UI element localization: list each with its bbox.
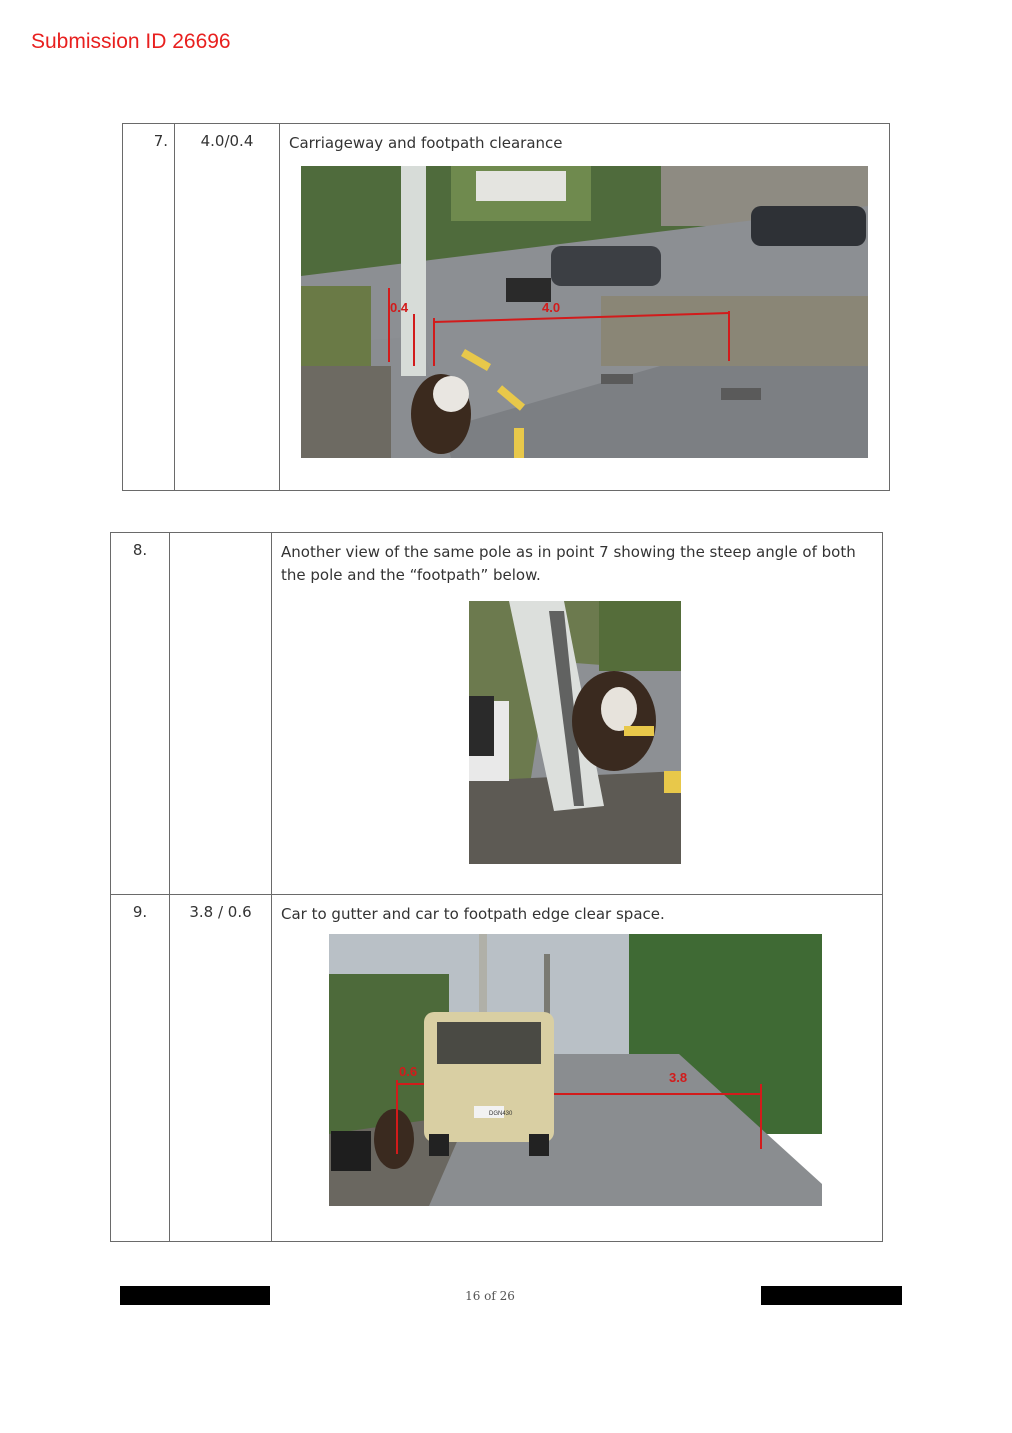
redaction-right <box>761 1286 902 1305</box>
photo-carriageway-clearance <box>301 166 868 458</box>
row-number: 7. <box>123 124 175 491</box>
row-description: Car to gutter and car to footpath edge clear space. <box>281 905 665 923</box>
redaction-left <box>120 1286 270 1305</box>
photo-label-1: 4.0 <box>542 300 561 315</box>
table-rows-8-9 <box>110 532 883 1242</box>
row-value: 4.0/0.4 <box>175 124 280 491</box>
row-description: Another view of the same pole as in point 7 showing the steep angle of both the pole and the “footpath” below. <box>281 543 856 584</box>
row-number: 9. <box>111 895 170 1242</box>
photo-label-0: 0.6 <box>399 1064 418 1079</box>
photo-pole-angle <box>469 601 681 864</box>
page-number: 16 of 26 <box>465 1289 515 1303</box>
photo-label-0: 0.4 <box>390 300 409 315</box>
row-value: 3.8 / 0.6 <box>170 895 272 1242</box>
row-description: Carriageway and footpath clearance <box>289 134 563 152</box>
photo-label-1: 3.8 <box>669 1070 688 1085</box>
photo-car-clearance <box>329 934 822 1206</box>
row-number: 8. <box>111 533 170 895</box>
table-row-7 <box>122 123 890 491</box>
submission-id: Submission ID 26696 <box>31 30 231 53</box>
license-plate: DGN430 <box>489 1111 513 1117</box>
row-value <box>170 533 272 895</box>
